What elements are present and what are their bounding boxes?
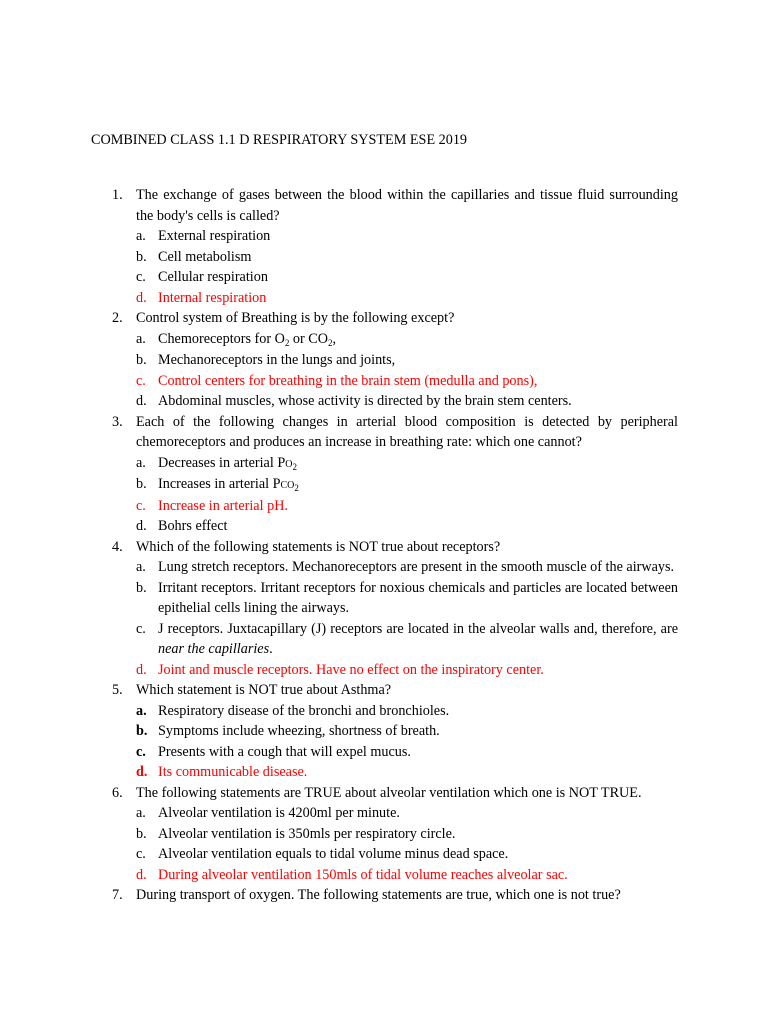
question-text: Each of the following changes in arterial blood composition is detected by peripheral chemoreceptors and produces an increase in breathing rate: which one cannot? <box>136 413 678 450</box>
option-text: Mechanoreceptors in the lungs and joints, <box>158 352 396 368</box>
answer-option <box>112 742 678 763</box>
option-letter: a. <box>136 559 146 575</box>
answer-option <box>112 557 678 578</box>
answer-option <box>112 721 678 742</box>
option-letter: d. <box>136 518 147 534</box>
option-text: Control centers for breathing in the brain stem (medulla and pons), <box>158 372 538 389</box>
answer-option <box>112 619 678 660</box>
answer-option <box>112 226 678 247</box>
option-letter: c. <box>136 269 146 285</box>
question-item <box>112 308 678 329</box>
answer-option-correct <box>112 660 678 681</box>
answer-option-correct <box>112 496 678 517</box>
option-text: Alveolar ventilation is 4200ml per minute. <box>158 805 400 821</box>
option-letter: d. <box>136 661 147 678</box>
option-letter: b. <box>136 248 147 265</box>
document-title: COMBINED CLASS 1.1 D RESPIRATORY SYSTEM ESE 2019 <box>91 132 468 148</box>
answer-option <box>112 247 678 268</box>
option-letter: c. <box>136 846 146 862</box>
answer-option-correct <box>112 371 678 392</box>
option-letter: b. <box>136 579 147 596</box>
option-letter: d. <box>136 866 147 883</box>
option-letter: d. <box>136 764 148 780</box>
answer-option <box>112 474 678 496</box>
answer-option <box>112 453 678 475</box>
question-number: 3. <box>112 413 123 430</box>
question-text: During transport of oxygen. The following statements are true, which one is not true? <box>136 887 621 903</box>
question-text: The exchange of gases between the blood within the capillaries and tissue fluid surrounding the body's cells is called? <box>136 187 678 224</box>
option-text: Internal respiration <box>158 289 267 306</box>
option-text: Its communicable disease. <box>158 764 308 780</box>
answer-option <box>112 578 678 619</box>
option-letter: d. <box>136 289 147 306</box>
option-letter: a. <box>136 228 146 244</box>
option-letter: b. <box>136 723 148 739</box>
option-text: Increases in arterial Pco$_2$ <box>158 476 299 493</box>
option-text: Cell metabolism <box>158 248 252 265</box>
question-item <box>112 680 678 701</box>
option-text: During alveolar ventilation 150mls of tidal volume reaches alveolar sac. <box>158 866 568 883</box>
option-text: Respiratory disease of the bronchi and bronchioles. <box>158 702 450 719</box>
question-item <box>112 412 678 453</box>
question-item <box>112 885 678 906</box>
question-number: 5. <box>112 682 123 698</box>
answer-option <box>112 844 678 865</box>
option-text: Abdominal muscles, whose activity is directed by the brain stem centers. <box>158 393 572 409</box>
question-item <box>112 185 678 226</box>
option-text: Alveolar ventilation equals to tidal volume minus dead space. <box>158 846 509 862</box>
option-text: Decreases in arterial $Po_2$ <box>158 454 297 472</box>
option-letter: a. <box>136 702 147 719</box>
option-text: Alveolar ventilation is 350mls per respiratory circle. <box>158 825 456 842</box>
question-item <box>112 537 678 558</box>
answer-option-correct <box>112 865 678 886</box>
question-list <box>112 185 678 906</box>
option-text: Chemoreceptors for $O_2$ or $CO_2$, <box>158 330 337 348</box>
question-number: 4. <box>112 538 123 555</box>
option-letter: c. <box>136 620 146 637</box>
option-letter: b. <box>136 825 147 842</box>
answer-option <box>112 267 678 288</box>
option-letter: a. <box>136 330 146 347</box>
question-number: 7. <box>112 887 123 903</box>
option-text: Lung stretch receptors. Mechanoreceptors are present in the smooth muscle of the airways. <box>158 559 675 575</box>
answer-option <box>112 329 678 351</box>
option-text: J receptors. Juxtacapillary (J) receptors are located in the alveolar walls and, therefore, are near the capillaries. <box>158 620 678 657</box>
option-letter: b. <box>136 476 147 492</box>
option-text: External respiration <box>158 228 271 244</box>
option-letter: c. <box>136 372 146 389</box>
answer-option <box>112 824 678 845</box>
option-text: Joint and muscle receptors. Have no effect on the inspiratory center. <box>158 661 544 678</box>
question-text: The following statements are TRUE about alveolar ventilation which one is NOT TRUE. <box>136 784 642 801</box>
option-letter: d. <box>136 393 147 409</box>
answer-option <box>112 391 678 412</box>
option-text: Irritant receptors. Irritant receptors for noxious chemicals and particles are located between epithelial cells lining the airways. <box>158 579 678 616</box>
question-text: Which of the following statements is NOT true about receptors? <box>136 538 501 555</box>
answer-option-correct <box>112 762 678 783</box>
option-letter: a. <box>136 805 146 821</box>
question-item <box>112 783 678 804</box>
answer-option <box>112 701 678 722</box>
answer-option-correct <box>112 288 678 309</box>
option-text: Presents with a cough that will expel mucus. <box>158 743 411 760</box>
option-letter: c. <box>136 743 146 760</box>
option-text: Symptoms include wheezing, shortness of breath. <box>158 723 440 739</box>
option-letter: c. <box>136 497 146 514</box>
question-number: 2. <box>112 310 123 326</box>
question-number: 6. <box>112 784 123 801</box>
question-number: 1. <box>112 187 123 203</box>
option-letter: b. <box>136 352 147 368</box>
answer-option <box>112 516 678 537</box>
option-text: Bohrs effect <box>158 518 228 534</box>
answer-option <box>112 803 678 824</box>
option-text: Cellular respiration <box>158 269 268 285</box>
question-text: Control system of Breathing is by the following except? <box>136 310 455 326</box>
option-letter: a. <box>136 454 146 471</box>
option-text: Increase in arterial pH. <box>158 497 288 514</box>
answer-option <box>112 350 678 371</box>
question-text: Which statement is NOT true about Asthma? <box>136 682 392 698</box>
